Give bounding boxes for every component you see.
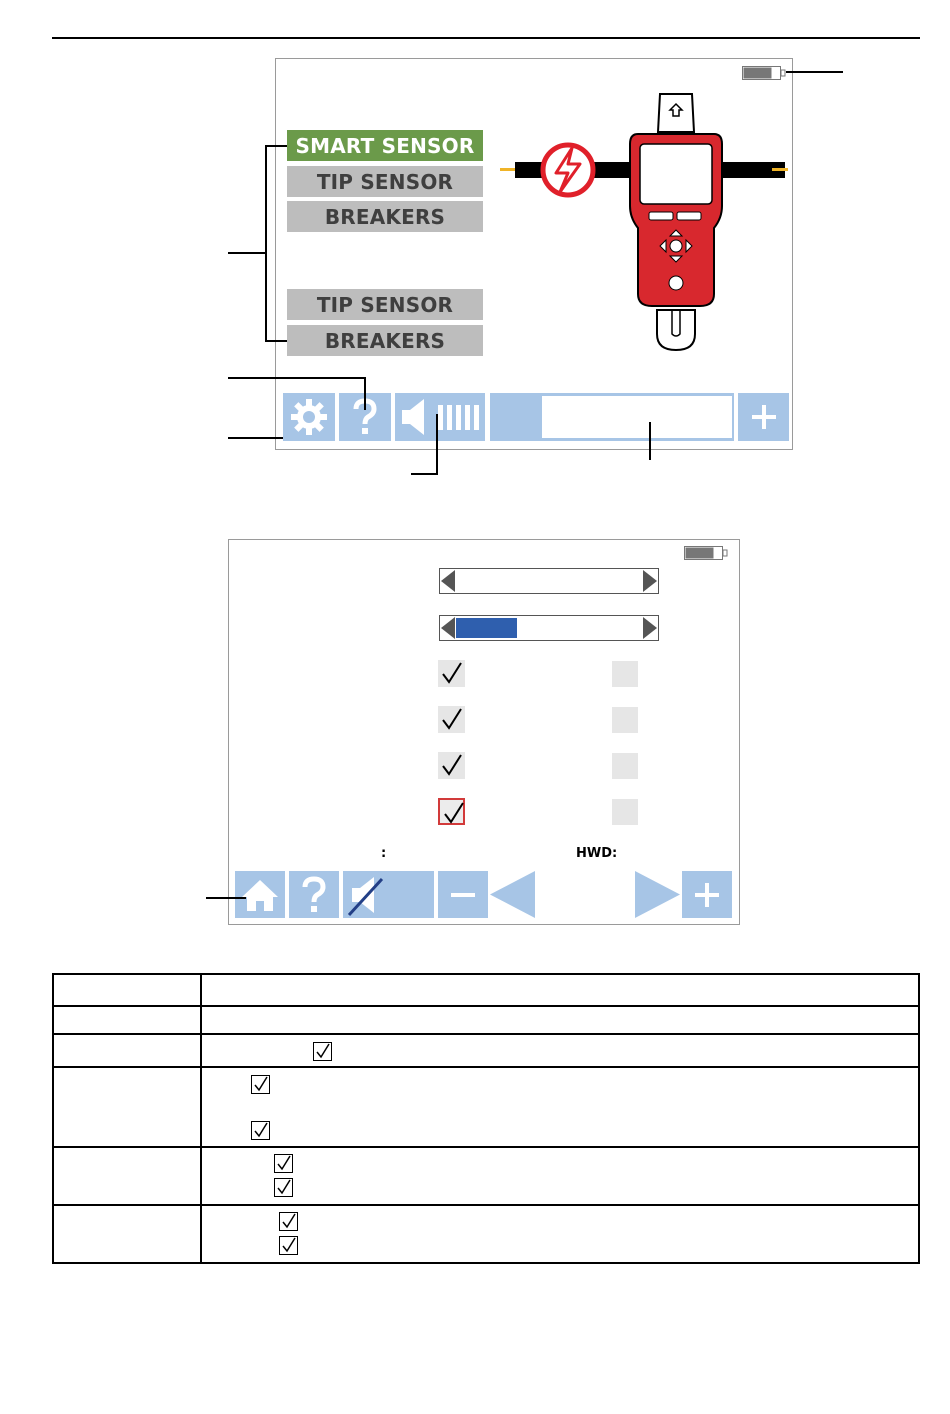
checkbox-left-3[interactable]	[438, 752, 465, 779]
arrow-left-icon[interactable]	[440, 616, 456, 640]
callout-line	[206, 897, 246, 899]
callout-line	[649, 422, 651, 460]
level-bar[interactable]	[490, 393, 734, 441]
table-row	[53, 974, 919, 1006]
checkbox-left-4[interactable]	[438, 798, 465, 825]
lightning-hazard-icon	[543, 145, 593, 195]
battery-icon	[684, 546, 728, 560]
table-cell	[201, 1034, 919, 1067]
home-icon	[240, 877, 280, 913]
table-cell	[53, 1205, 201, 1263]
arrow-right-icon[interactable]	[642, 616, 658, 640]
colon-label: :	[381, 846, 387, 861]
checkbox-right-3[interactable]	[612, 753, 638, 779]
table-header-cell	[201, 974, 919, 1006]
speaker-volume-icon	[398, 397, 482, 437]
checkbox-icon	[251, 1075, 270, 1094]
checkbox-right-2[interactable]	[612, 707, 638, 733]
slider-2-fill	[456, 618, 517, 638]
mute-button[interactable]	[343, 871, 434, 918]
hwd-label: HWD:	[576, 846, 618, 861]
checkbox-left-2[interactable]	[438, 706, 465, 733]
bracket-top	[265, 145, 287, 147]
table-row	[53, 1034, 919, 1067]
battery-icon	[742, 66, 786, 80]
checkbox-right-4[interactable]	[612, 799, 638, 825]
callout-line	[786, 71, 843, 73]
menu-smart-sensor[interactable]: SMART SENSOR	[287, 130, 483, 161]
minus-button[interactable]	[438, 871, 488, 918]
header-rule	[52, 37, 920, 39]
menu-tip-sensor[interactable]: TIP SENSOR	[287, 166, 483, 197]
table-cell	[201, 1006, 919, 1034]
table-cell	[53, 1067, 201, 1147]
slider-2[interactable]	[439, 615, 659, 641]
table-cell	[201, 1205, 919, 1263]
table-row	[53, 1205, 919, 1263]
bracket-vertical	[265, 145, 267, 341]
help-button[interactable]	[289, 871, 339, 918]
table-cell	[201, 1067, 919, 1147]
slider-1[interactable]	[439, 568, 659, 594]
home-button[interactable]	[235, 871, 285, 918]
speaker-muted-icon	[346, 873, 392, 917]
callout-line	[436, 414, 438, 474]
checkbox-right-1[interactable]	[612, 661, 638, 687]
level-bar-field	[542, 396, 732, 438]
table-cell	[53, 1034, 201, 1067]
menu-breakers[interactable]: BREAKERS	[287, 201, 483, 232]
plus-button[interactable]	[682, 871, 732, 918]
gear-icon	[289, 397, 329, 437]
arrow-left-icon[interactable]	[440, 569, 456, 593]
value-selector[interactable]	[490, 871, 680, 918]
checkbox-icon	[279, 1212, 298, 1231]
plus-icon	[749, 402, 779, 432]
table-cell	[201, 1147, 919, 1205]
table-row	[53, 1067, 919, 1147]
menu-tip-sensor-2[interactable]: TIP SENSOR	[287, 289, 483, 320]
settings-table	[52, 973, 920, 1264]
checkbox-icon	[313, 1042, 332, 1061]
arrow-right-icon[interactable]	[634, 871, 680, 918]
callout-line	[411, 473, 438, 475]
checkbox-icon	[279, 1236, 298, 1255]
table-cell	[53, 1006, 201, 1034]
checkbox-left-1[interactable]	[438, 660, 465, 687]
tester-device-illustration	[500, 88, 790, 353]
settings-button[interactable]	[283, 393, 335, 441]
checkbox-icon	[274, 1178, 293, 1197]
callout-line	[364, 377, 366, 410]
checkbox-icon	[274, 1154, 293, 1173]
callout-line	[228, 377, 365, 379]
arrow-left-icon[interactable]	[490, 871, 536, 918]
volume-button[interactable]	[395, 393, 485, 441]
question-icon	[299, 875, 329, 915]
table-row	[53, 1147, 919, 1205]
checkbox-icon	[251, 1121, 270, 1140]
table-cell	[53, 1147, 201, 1205]
table-row	[53, 1006, 919, 1034]
menu-breakers-2[interactable]: BREAKERS	[287, 325, 483, 356]
callout-line	[228, 437, 283, 439]
settings-screen	[228, 539, 740, 925]
plus-icon	[692, 880, 722, 910]
plus-button[interactable]	[738, 393, 789, 441]
table-header-cell	[53, 974, 201, 1006]
bracket-pointer	[228, 252, 266, 254]
arrow-right-icon[interactable]	[642, 569, 658, 593]
bracket-bottom	[265, 340, 287, 342]
minus-icon	[448, 880, 478, 910]
